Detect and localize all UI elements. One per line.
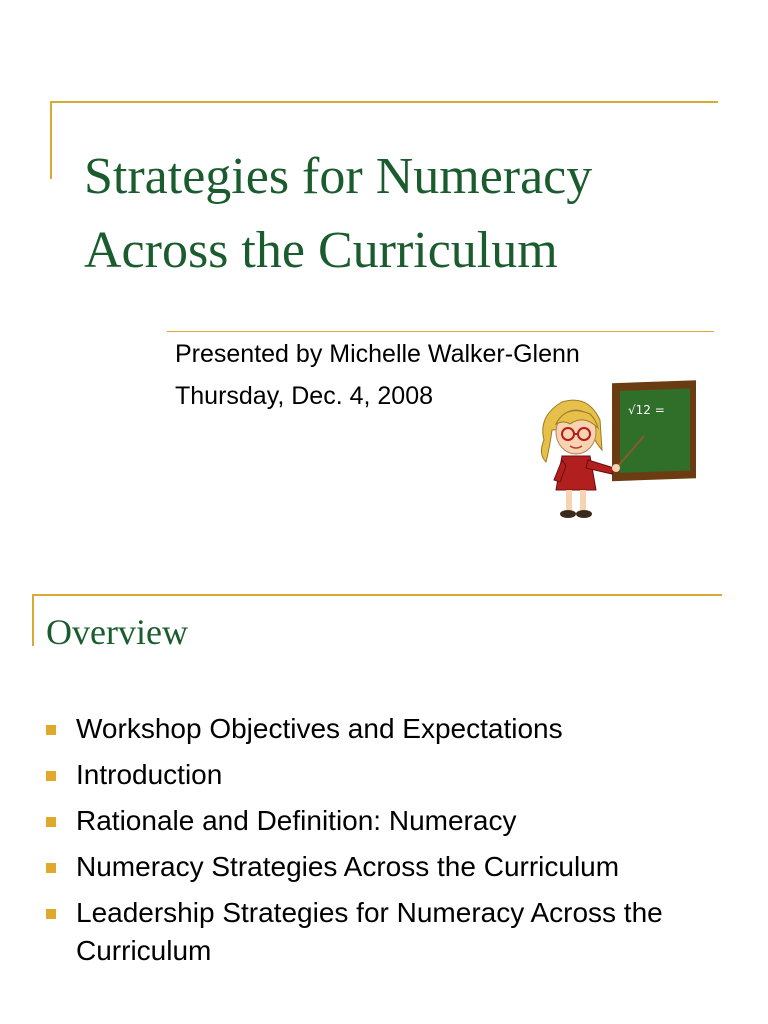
subtitle-divider <box>167 331 714 332</box>
list-item <box>46 802 726 840</box>
overview-left-rule <box>32 594 34 646</box>
overview-title: Overview <box>46 612 188 652</box>
list-item-text: Leadership Strategies for Numeracy Across the Curriculum <box>76 897 663 966</box>
square-bullet-icon <box>46 725 56 735</box>
square-bullet-icon <box>46 909 56 919</box>
presenter-line: Presented by Michelle Walker-Glenn <box>175 340 580 368</box>
overview-top-rule <box>32 594 722 596</box>
date-line: Thursday, Dec. 4, 2008 <box>175 382 434 410</box>
list-item-text: Workshop Objectives and Expectations <box>76 713 563 744</box>
teacher-clipart <box>532 380 704 522</box>
list-item-text: Rationale and Definition: Numeracy <box>76 805 517 836</box>
list-item <box>46 894 726 970</box>
list-item <box>46 756 726 794</box>
list-item <box>46 710 726 748</box>
list-item-text: Numeracy Strategies Across the Curriculum <box>76 851 620 882</box>
overview-slide <box>0 560 768 1024</box>
title-left-rule <box>50 101 52 179</box>
chalkboard-text: √12 = <box>628 403 665 417</box>
list-item-text: Introduction <box>76 759 223 790</box>
list-item <box>46 848 726 886</box>
title-top-rule <box>50 101 718 103</box>
overview-bullet-list <box>46 710 726 978</box>
square-bullet-icon <box>46 863 56 873</box>
slide-title: Strategies for Numeracy Across the Curriculum <box>84 148 593 279</box>
square-bullet-icon <box>46 771 56 781</box>
square-bullet-icon <box>46 817 56 827</box>
